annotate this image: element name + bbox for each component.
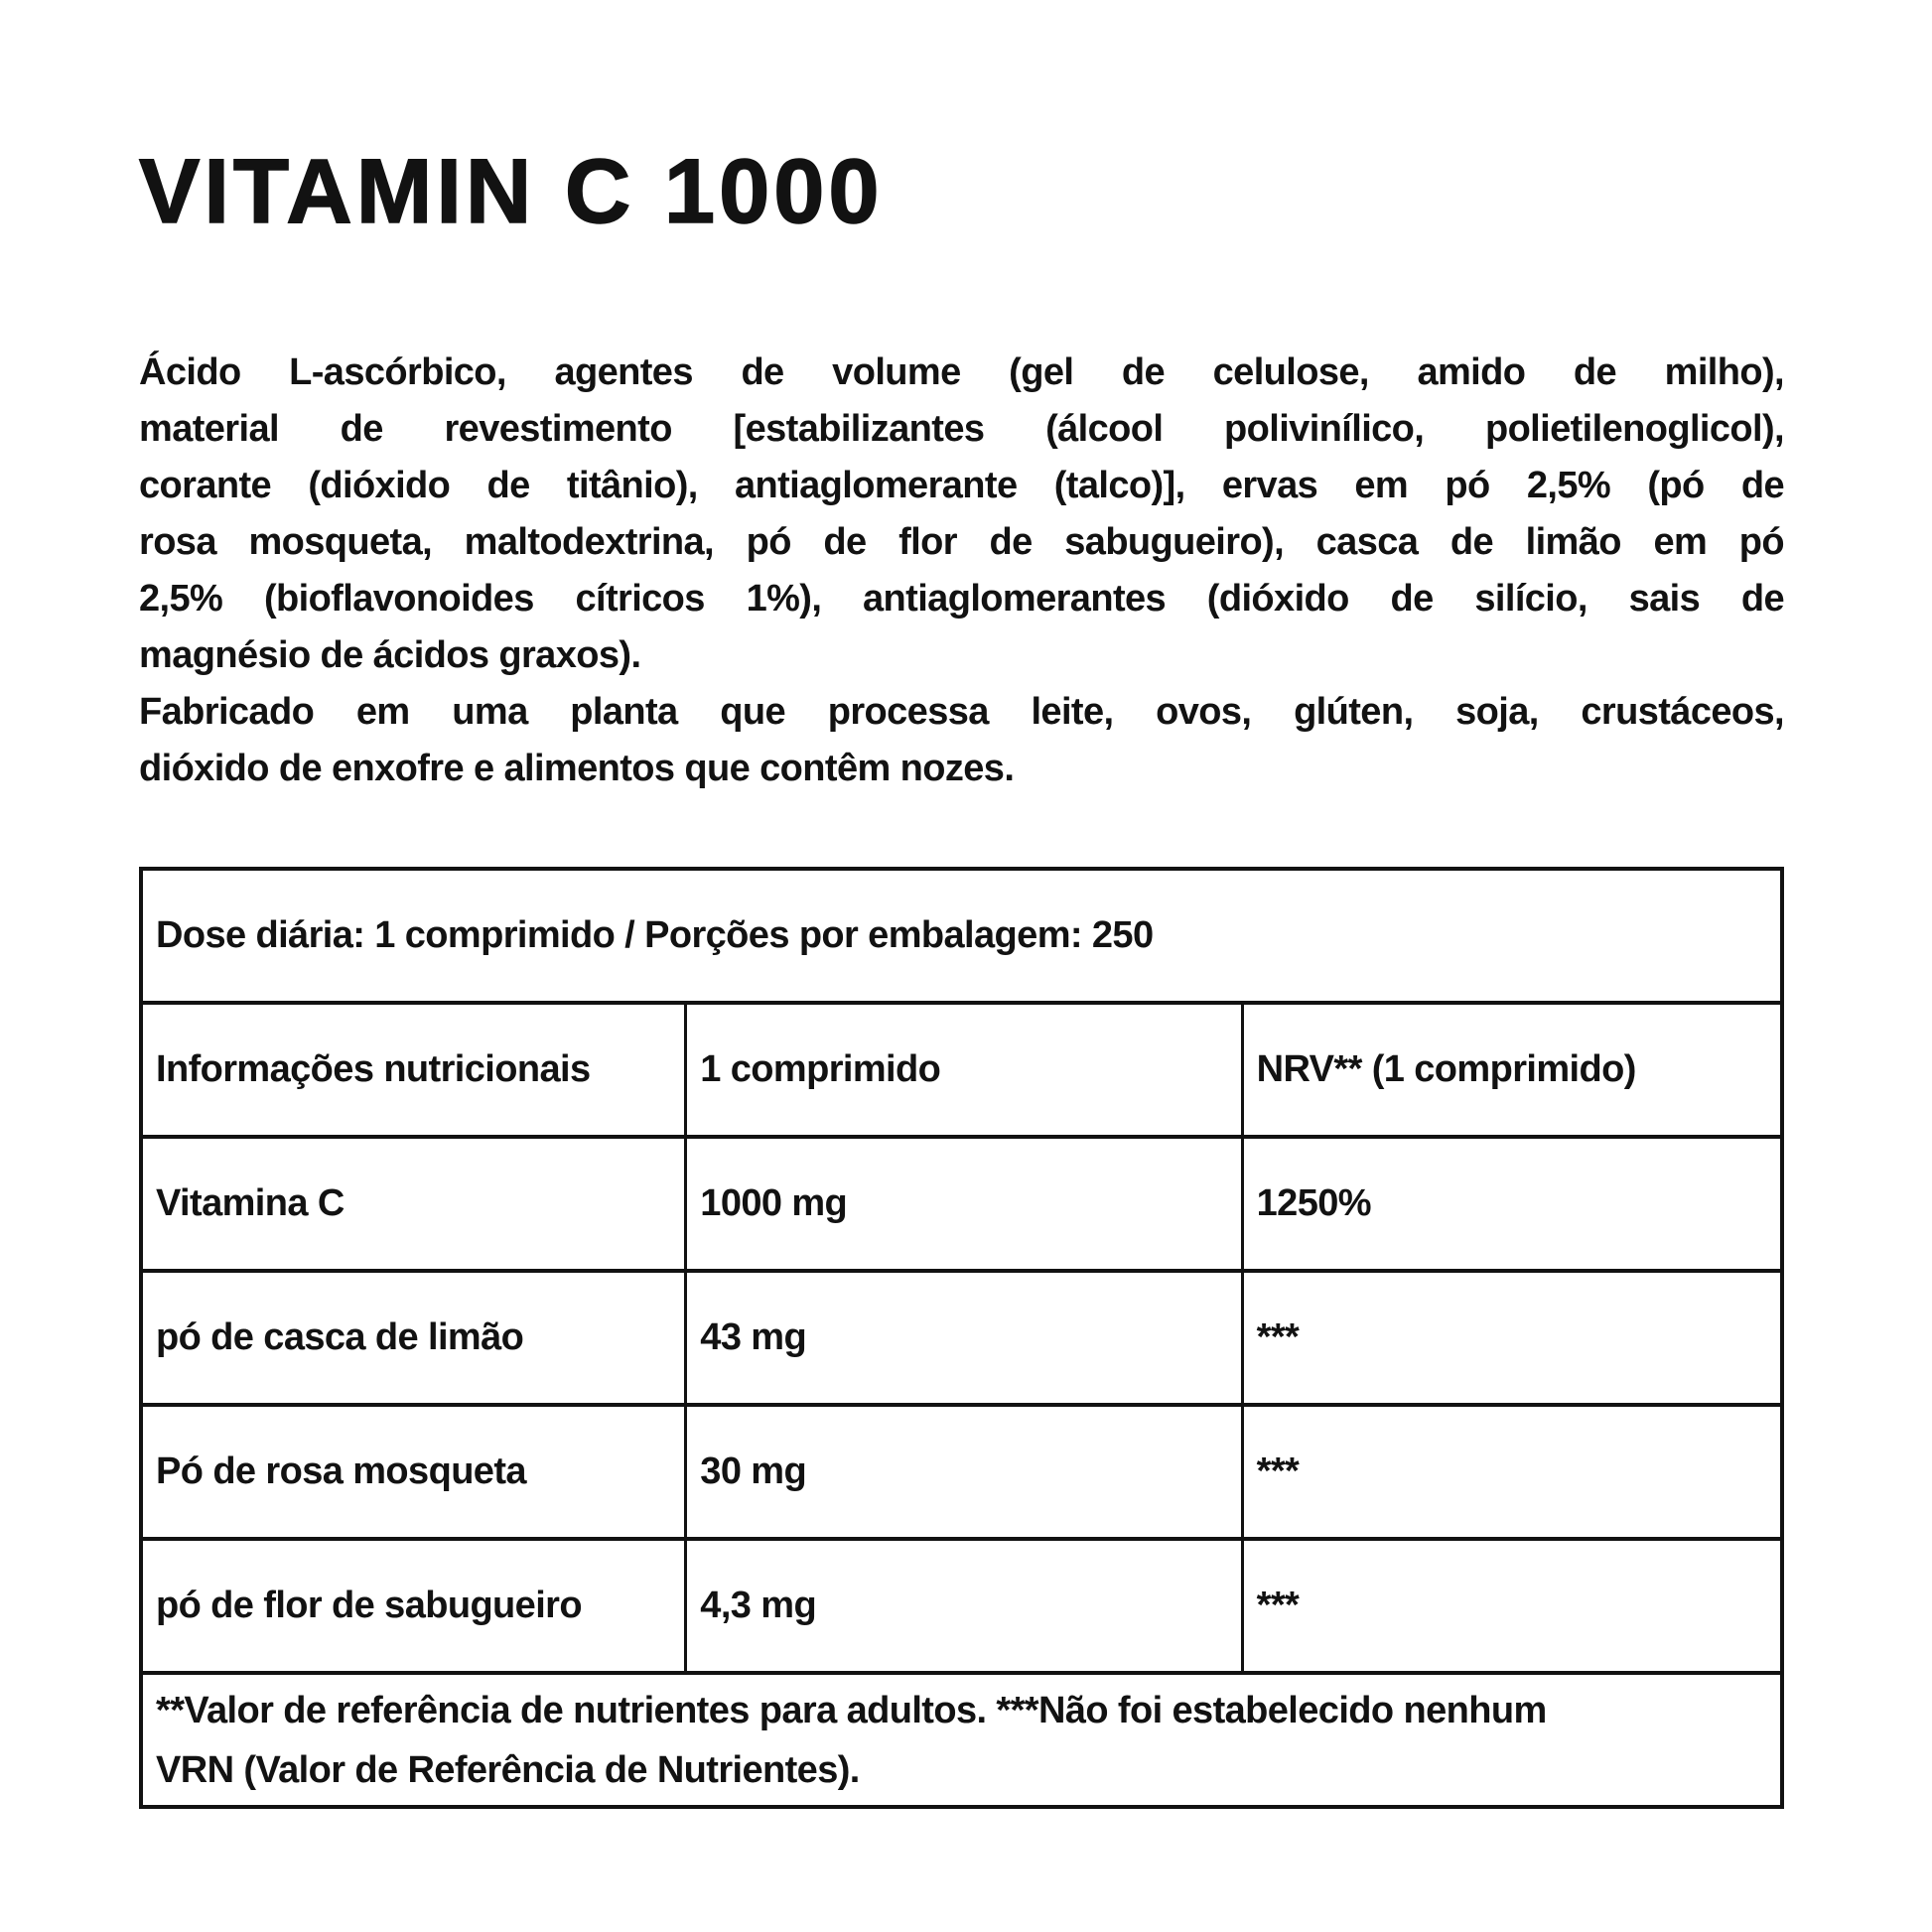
nutrient-amount: 4,3 mg xyxy=(686,1539,1242,1673)
nutrient-name: Vitamina C xyxy=(141,1137,686,1271)
table-row-rosehip xyxy=(141,1405,1782,1539)
footnote-row xyxy=(141,1673,1782,1807)
table-row-lemon-peel xyxy=(141,1271,1782,1405)
allergen-line: dióxido de enxofre e alimentos que contêm nozes. xyxy=(139,748,1015,789)
nutrient-amount: 1000 mg xyxy=(686,1137,1242,1271)
column-header-amount: 1 comprimido xyxy=(686,1003,1242,1137)
nutrient-nrv: *** xyxy=(1242,1405,1782,1539)
column-header-row xyxy=(141,1003,1782,1137)
nutrient-name: pó de casca de limão xyxy=(141,1271,686,1405)
nutrition-table xyxy=(139,867,1784,1809)
column-header-nrv: NRV** (1 comprimido) xyxy=(1242,1003,1782,1137)
nutrient-nrv: *** xyxy=(1242,1539,1782,1673)
dose-header-row xyxy=(141,869,1782,1003)
ingredients-line: material de revestimento [estabilizantes (álcool polivinílico, polietilenoglicol), xyxy=(139,408,1784,450)
footnote-cell xyxy=(141,1673,1782,1807)
dose-header-cell: Dose diária: 1 comprimido / Porções por embalagem: 250 xyxy=(141,869,1782,1003)
footnote-line: **Valor de referência de nutrientes para adultos. ***Não foi estabelecido nenhum xyxy=(156,1689,1547,1731)
nutrient-amount: 30 mg xyxy=(686,1405,1242,1539)
column-header-nutrient: Informações nutricionais xyxy=(141,1003,686,1137)
table-row-elderflower xyxy=(141,1539,1782,1673)
nutrient-name: pó de flor de sabugueiro xyxy=(141,1539,686,1673)
ingredients-line: Ácido L-ascórbico, agentes de volume (gel de celulose, amido de milho), xyxy=(139,351,1784,393)
page-title: VITAMIN C 1000 xyxy=(139,141,884,242)
ingredients-line: corante (dióxido de titânio), antiaglomerante (talco)], ervas em pó 2,5% (pó de xyxy=(139,465,1784,506)
ingredients-line: rosa mosqueta, maltodextrina, pó de flor de sabugueiro), casca de limão em pó xyxy=(139,521,1784,563)
footnote-line: VRN (Valor de Referência de Nutrientes). xyxy=(156,1748,860,1791)
nutrient-amount: 43 mg xyxy=(686,1271,1242,1405)
nutrient-nrv: *** xyxy=(1242,1271,1782,1405)
ingredients-line: magnésio de ácidos graxos). xyxy=(139,634,641,676)
ingredients-paragraph xyxy=(139,345,1784,684)
ingredients-line: 2,5% (bioflavonoides cítricos 1%), antiaglomerantes (dióxido de silício, sais de xyxy=(139,578,1784,620)
nutrient-name: Pó de rosa mosqueta xyxy=(141,1405,686,1539)
table-row-vitamin-c xyxy=(141,1137,1782,1271)
allergen-line: Fabricado em uma planta que processa leite, ovos, glúten, soja, crustáceos, xyxy=(139,691,1784,733)
nutrient-nrv: 1250% xyxy=(1242,1137,1782,1271)
allergen-paragraph xyxy=(139,684,1784,797)
